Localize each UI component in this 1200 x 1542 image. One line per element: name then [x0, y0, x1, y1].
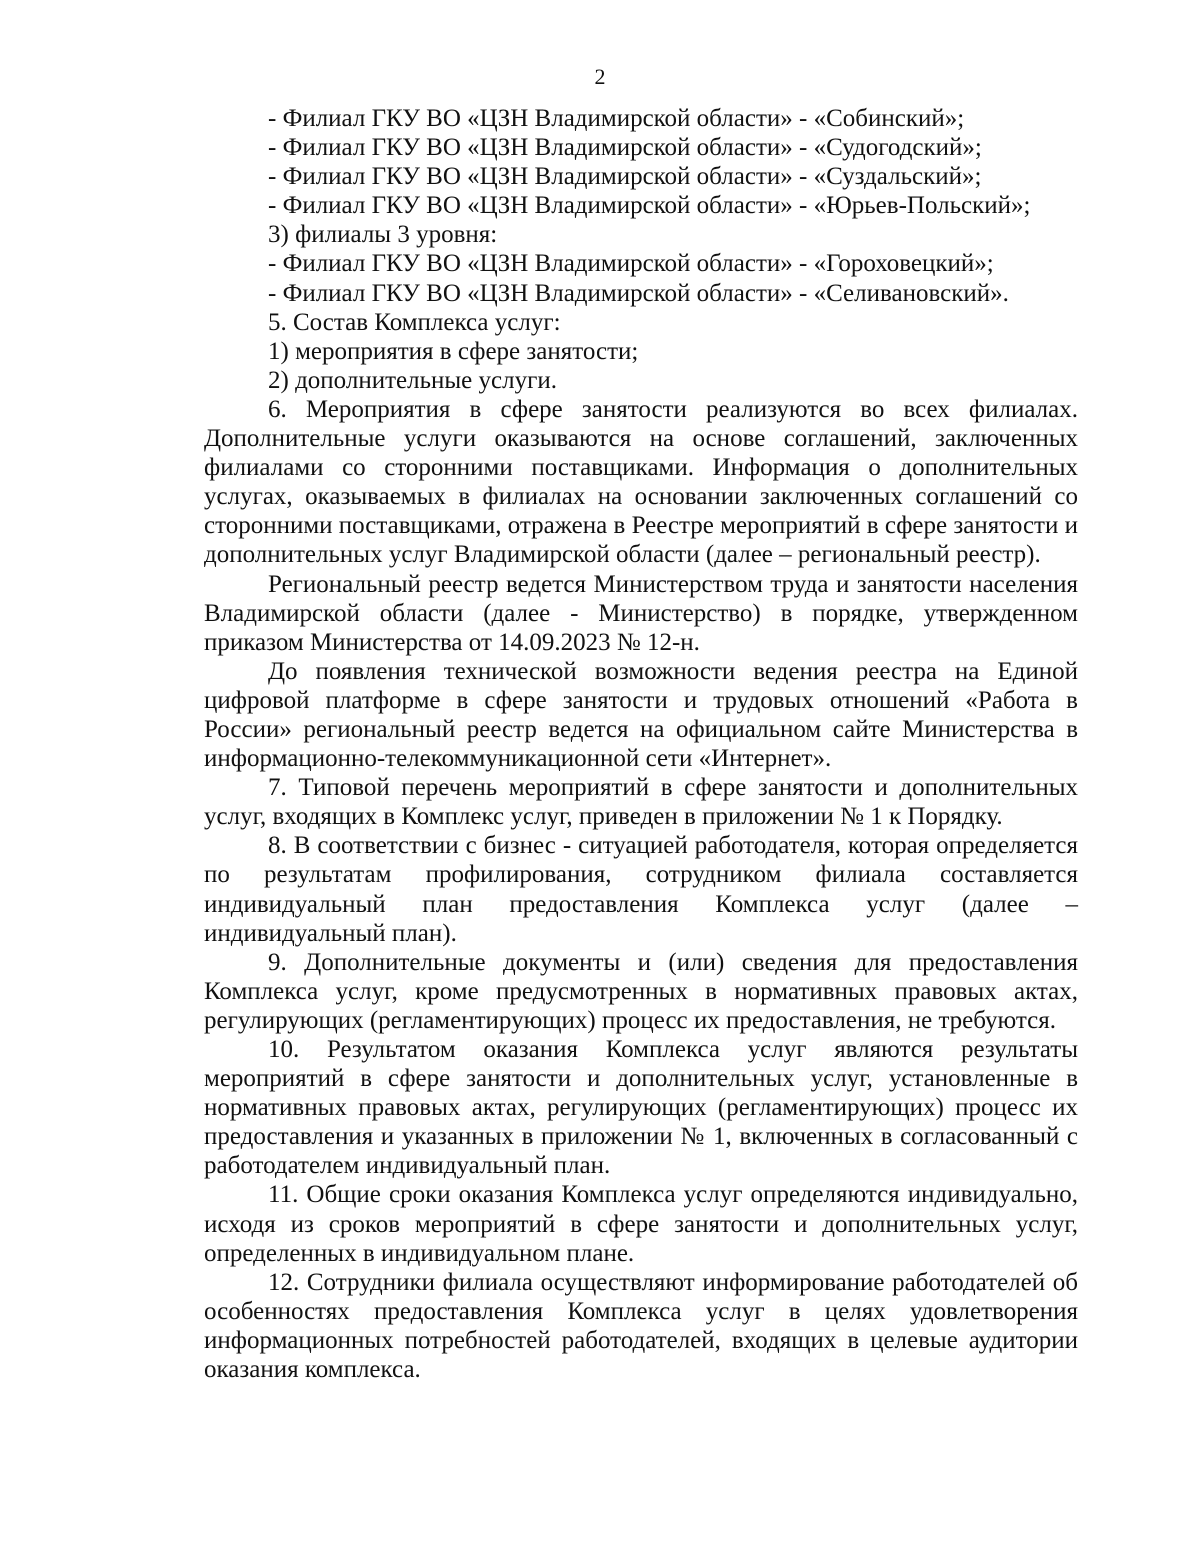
paragraph-7: 7. Типовой перечень мероприятий в сфере занятости и дополнительных услуг, входящих в Комплекс услуг, приведен в приложении № 1 к Порядку.	[204, 774, 1078, 831]
paragraph-registry-website: До появления технической возможности ведения реестра на Единой цифровой платформе в сфере занятости и трудовых отношений «Работа в России» региональный реестр ведется на официальном сайте Министерства в информационно-телекоммуникационной сети «Интернет».	[204, 657, 1078, 773]
paragraph-8: 8. В соответствии с бизнес - ситуацией работодателя, которая определяется по результатам профилирования, сотрудником филиала составляется индивидуальный план предоставления Комплекса услуг (далее – индивидуальный план).	[204, 832, 1078, 947]
list-item-employment-activities: 1) мероприятия в сфере занятости;	[268, 337, 639, 365]
branch-item-selivanovsky: - Филиал ГКУ ВО «ЦЗН Владимирской области» - «Селивановский».	[268, 279, 1009, 307]
branch-item-gorokhovetsky: - Филиал ГКУ ВО «ЦЗН Владимирской области» - «Гороховецкий»;	[268, 250, 994, 278]
branch-level-3-heading: 3) филиалы 3 уровня:	[268, 221, 498, 249]
branch-item-sudogodsky: - Филиал ГКУ ВО «ЦЗН Владимирской области» - «Судогодский»;	[268, 134, 982, 162]
branch-item-sobinsky: - Филиал ГКУ ВО «ЦЗН Владимирской области» - «Собинский»;	[268, 105, 965, 132]
branch-item-yuryev-polsky: - Филиал ГКУ ВО «ЦЗН Владимирской области» - «Юрьев-Польский»;	[268, 192, 1031, 220]
section-5-heading: 5. Состав Комплекса услуг:	[268, 308, 561, 336]
list-item-additional-services: 2) дополнительные услуги.	[268, 366, 557, 394]
branch-item-suzdalsky: - Филиал ГКУ ВО «ЦЗН Владимирской области» - «Суздальский»;	[268, 163, 982, 191]
paragraph-9: 9. Дополнительные документы и (или) сведения для предоставления Комплекса услуг, кроме предусмотренных в нормативных правовых актах, регулирующих (регламентирующих) процесс их предоставления, не требуются.	[204, 948, 1078, 1034]
page-number: 2	[594, 64, 606, 89]
body-text	[204, 104, 1078, 1384]
paragraph-regional-registry: Региональный реестр ведется Министерством труда и занятости населения Владимирской области (далее - Министерство) в порядке, утвержденном приказом Министерства от 14.09.2023 № 12-н.	[204, 570, 1078, 656]
paragraph-11: 11. Общие сроки оказания Комплекса услуг определяются индивидуально, исходя из сроков мероприятий в сфере занятости и дополнительных услуг, определенных в индивидуальном плане.	[204, 1181, 1078, 1267]
paragraph-6: 6. Мероприятия в сфере занятости реализуются во всех филиалах. Дополнительные услуги оказываются на основе соглашений, заключенных филиалами со сторонними поставщиками. Информация о дополнительных услугах, оказываемых в филиалах на основании заключенных соглашений со сторонними поставщиками, отражена в Реестре мероприятий в сфере занятости и дополнительных услуг Владимирской области (далее – региональный реестр).	[204, 395, 1078, 569]
paragraph-10: 10. Результатом оказания Комплекса услуг являются результаты мероприятий в сфере занятости и дополнительных услуг, установленные в нормативных правовых актах, регулирующих (регламентирующих) процесс их предоставления и указанных в приложении № 1, включенных в согласованный с работодателем индивидуальный план.	[204, 1036, 1078, 1180]
paragraph-12: 12. Сотрудники филиала осуществляют информирование работодателей об особенностях предоставления Комплекса услуг в целях удовлетворения информационных потребностей работодателей, входящих в целевые аудитории оказания комплекса.	[204, 1268, 1078, 1384]
